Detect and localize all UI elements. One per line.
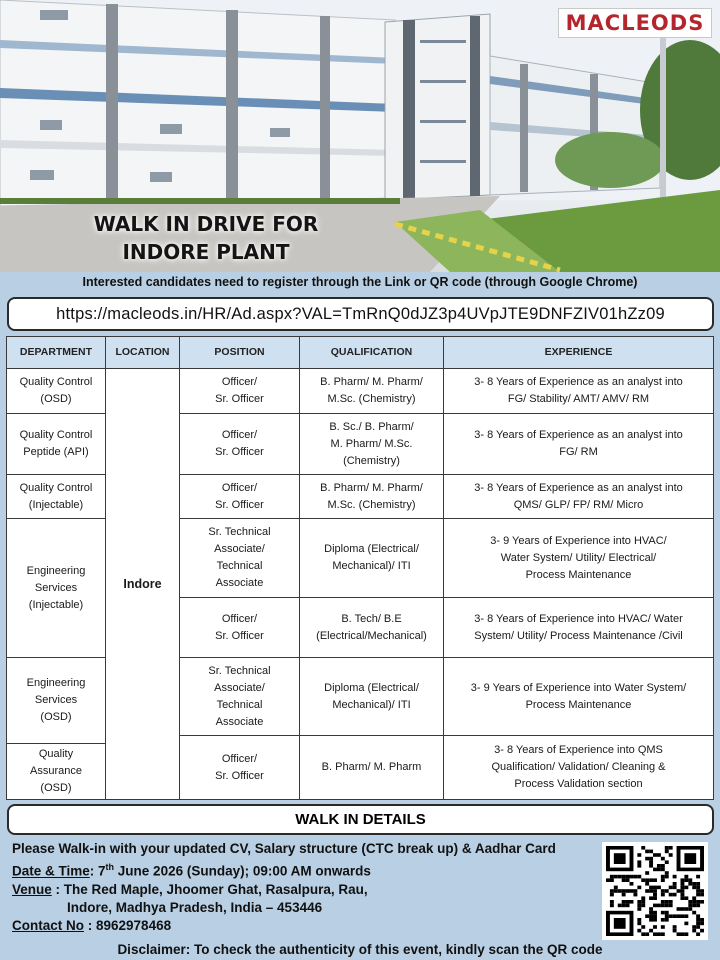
logo-text: MACLEODS [565,11,705,35]
position-cell: Officer/ Sr. Officer [179,735,300,800]
contact-number[interactable]: : 8962978468 [87,917,172,933]
department-cell: Engineering Services (OSD) [6,657,106,744]
qr-code-icon [606,846,704,936]
table-header-qualification: QUALIFICATION [299,336,444,369]
experience-cell: 3- 9 Years of Experience into Water System/ Process Maintenance [443,657,714,736]
venue-value: : The Red Maple, Jhoomer Ghat, Rasalpura, Rau, [55,881,368,897]
experience-cell: 3- 8 Years of Experience as an analyst into QMS/ GLP/ FP/ RM/ Micro [443,474,714,519]
qualification-cell: B. Pharm/ M. Pharm [299,735,444,800]
disclaimer: Disclaimer: To check the authenticity of this event, kindly scan the QR code [117,942,603,957]
experience-cell: 3- 8 Years of Experience into QMS Qualification/ Validation/ Cleaning & Process Validation section [443,735,714,800]
table-header-experience: EXPERIENCE [443,336,714,369]
position-cell: Sr. Technical Associate/ Technical Associate [179,657,300,736]
walkin-venue-line [12,881,592,899]
table-header-department: DEPARTMENT [6,336,106,369]
registration-link[interactable]: https://macleods.in/HR/Ad.aspx?VAL=TmRnQ0dJZ3p4UVpJTE9DNFZIV01hZz09 [56,304,665,323]
position-cell: Officer/ Sr. Officer [179,597,300,658]
date-suffix: th [105,862,115,872]
hero-title-line1: WALK IN DRIVE FOR [93,212,319,236]
position-cell: Officer/ Sr. Officer [179,474,300,519]
qualification-cell: B. Tech/ B.E (Electrical/Mechanical) [299,597,444,658]
position-cell: Sr. Technical Associate/ Technical Associate [179,518,300,598]
experience-cell: 3- 8 Years of Experience as an analyst into FG/ RM [443,413,714,475]
date-label: Date & Time [12,863,90,879]
walkin-contact-line [12,917,592,935]
hero-title [56,210,356,266]
walkin-details-heading [7,804,714,835]
walkin-details [12,840,592,935]
qualification-cell: B. Pharm/ M. Pharm/ M.Sc. (Chemistry) [299,474,444,519]
date-prefix: : 7 [89,863,106,879]
table-header-location: LOCATION [105,336,180,369]
experience-cell: 3- 8 Years of Experience as an analyst into FG/ Stability/ AMT/ AMV/ RM [443,368,714,414]
qualification-cell: B. Pharm/ M. Pharm/ M.Sc. (Chemistry) [299,368,444,414]
macleods-logo [558,8,712,38]
register-instruction: Interested candidates need to register through the Link or QR code (through Google Chrome) [82,275,638,289]
qualification-cell: B. Sc./ B. Pharm/ M. Pharm/ M.Sc. (Chemistry) [299,413,444,475]
experience-cell: 3- 8 Years of Experience into HVAC/ Water System/ Utility/ Process Maintenance /Civil [443,597,714,658]
qualification-cell: Diploma (Electrical/ Mechanical)/ ITI [299,657,444,736]
walkin-date-line [12,858,592,881]
department-cell: Quality Control (OSD) [6,368,106,414]
date-value: June 2026 (Sunday); 09:00 AM onwards [114,863,371,879]
walkin-venue-line2: Indore, Madhya Pradesh, India – 453446 [67,899,323,915]
position-cell: Officer/ Sr. Officer [179,368,300,414]
department-cell: Engineering Services (Injectable) [6,518,106,658]
walkin-documents-line: Please Walk-in with your updated CV, Salary structure (CTC break up) & Aadhar Card [12,841,556,856]
department-cell: Quality Control Peptide (API) [6,413,106,475]
contact-label: Contact No [12,917,84,933]
registration-link-box[interactable] [7,297,714,331]
department-cell: Quality Assurance (OSD) [6,743,106,800]
experience-cell: 3- 9 Years of Experience into HVAC/ Water System/ Utility/ Electrical/ Process Maintenance [443,518,714,598]
qualification-cell: Diploma (Electrical/ Mechanical)/ ITI [299,518,444,598]
venue-label: Venue [12,881,52,897]
table-header-position: POSITION [179,336,300,369]
walkin-heading-text: WALK IN DETAILS [295,811,426,828]
department-cell: Quality Control (Injectable) [6,474,106,519]
hero-banner [0,0,720,272]
hero-title-line2: INDORE PLANT [122,240,290,264]
position-cell: Officer/ Sr. Officer [179,413,300,475]
location-cell: Indore [105,368,180,800]
registration-qr-code[interactable] [602,842,708,940]
